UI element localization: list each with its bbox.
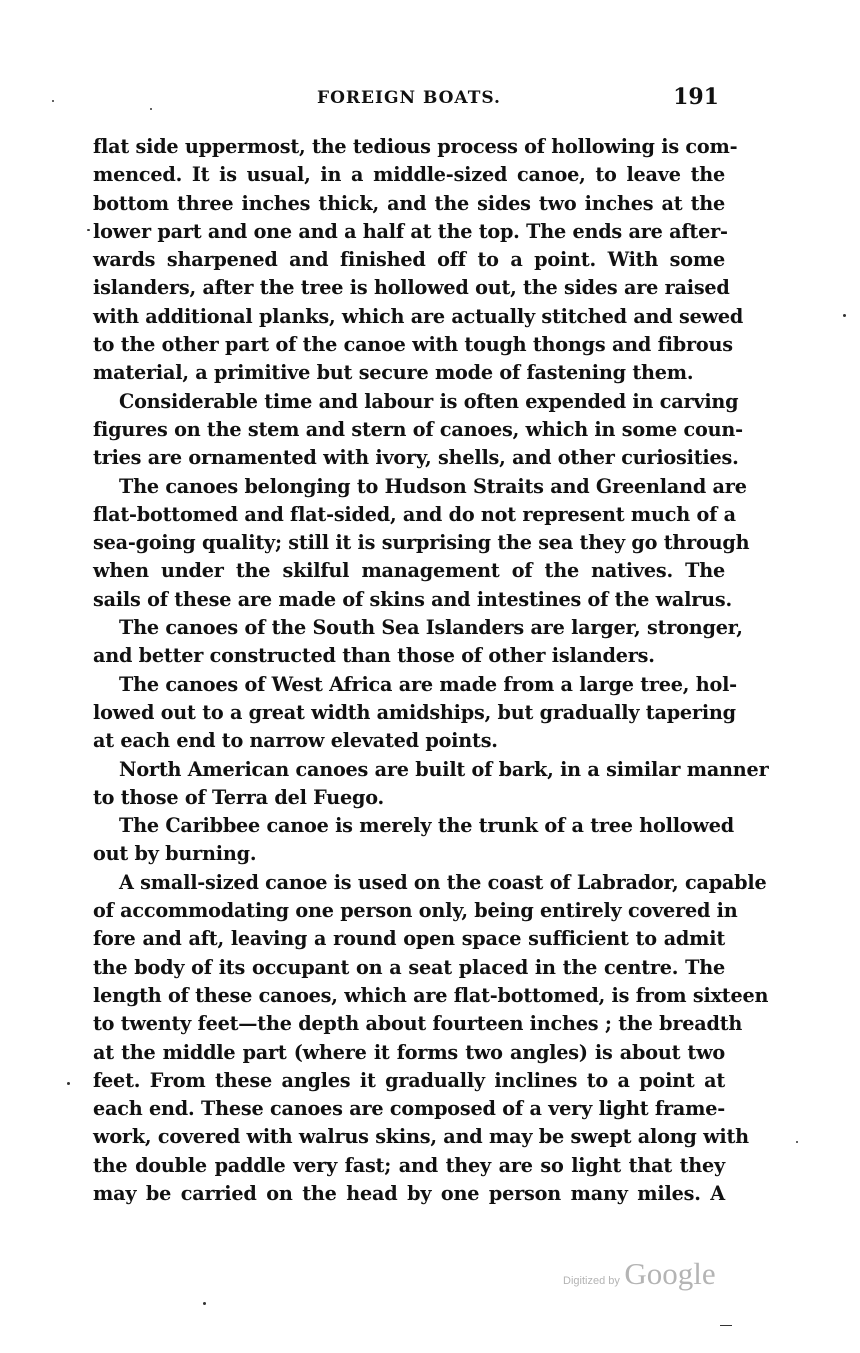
text-line: may be carried on the head by one person many miles. A (93, 1181, 725, 1205)
paragraph (93, 671, 737, 756)
text-line: The canoes of West Africa are made from a large tree, hol- (119, 672, 737, 696)
text-line: each end. These canoes are composed of a very light frame- (93, 1097, 725, 1121)
text-line: The Caribbee canoe is merely the trunk of a tree hollowed (119, 814, 734, 838)
text-line: sails of these are made of skins and intestines of the walrus. (93, 587, 732, 611)
text-line: North American canoes are built of bark, in a similar manner (119, 757, 769, 781)
text-line: bottom three inches thick, and the sides two inches at the (93, 191, 725, 215)
text-line: and better constructed than those of other islanders. (93, 644, 655, 668)
scan-mark (720, 1325, 732, 1326)
body-text (93, 133, 769, 1208)
text-line: sea-going quality; still it is surprising the sea they go through (93, 531, 750, 555)
scan-speck (796, 1141, 798, 1143)
scan-speck (843, 314, 846, 317)
text-line: the double paddle very fast; and they are so light that they (93, 1153, 725, 1177)
text-line: at the middle part (where it forms two angles) is about two (93, 1040, 725, 1064)
scan-speck (87, 229, 90, 231)
text-line: length of these canoes, which are flat-bottomed, is from sixteen (93, 983, 769, 1007)
text-line: the body of its occupant on a seat placed in the centre. The (93, 955, 725, 979)
running-title: FOREIGN BOATS. (317, 88, 501, 108)
text-line: of accommodating one person only, being entirely covered in (93, 899, 738, 923)
watermark-prefix: Digitized by (563, 1275, 620, 1287)
text-line: with additional planks, which are actually stitched and sewed (93, 304, 744, 328)
scan-speck (67, 1082, 70, 1085)
paragraph (93, 756, 769, 813)
text-line: A small-sized canoe is used on the coast of Labrador, capable (119, 870, 767, 894)
paragraph (93, 614, 743, 671)
text-line: to twenty feet—the depth about fourteen inches ; the breadth (93, 1012, 743, 1036)
text-line: when under the skilful management of the natives. The (93, 559, 725, 583)
text-line: to the other part of the canoe with tough thongs and fibrous (93, 333, 733, 357)
text-line: menced. It is usual, in a middle-sized canoe, to leave the (93, 163, 725, 187)
text-line: feet. From these angles it gradually inclines to a point at (93, 1068, 725, 1092)
digitized-by-google-watermark (563, 1256, 716, 1292)
paragraph (93, 473, 750, 614)
text-line: out by burning. (93, 842, 257, 866)
text-line: tries are ornamented with ivory, shells, and other curiosities. (93, 446, 739, 470)
paragraph (93, 869, 769, 1209)
text-line: material, a primitive but secure mode of fastening them. (93, 361, 694, 385)
text-line: flat-bottomed and flat-sided, and do not represent much of a (93, 502, 736, 526)
watermark-brand: Google (624, 1256, 716, 1291)
text-line: wards sharpened and finished off to a point. With some (93, 248, 725, 272)
scan-speck (150, 108, 152, 110)
text-line: lower part and one and a half at the top. The ends are after- (93, 219, 728, 243)
paragraph (93, 812, 734, 869)
text-line: to those of Terra del Fuego. (93, 785, 384, 809)
text-line: islanders, after the tree is hollowed out, the sides are raised (93, 276, 730, 300)
paragraph (93, 388, 743, 473)
text-line: work, covered with walrus skins, and may be swept along with (93, 1125, 749, 1149)
page-number: 191 (673, 84, 719, 110)
paragraph (93, 133, 744, 388)
text-line: Considerable time and labour is often expended in carving (119, 389, 739, 413)
text-line: lowed out to a great width amidships, but gradually tapering (93, 700, 736, 724)
page-header (93, 84, 725, 114)
text-line: at each end to narrow elevated points. (93, 729, 498, 753)
text-line: flat side uppermost, the tedious process of hollowing is com- (93, 135, 738, 158)
scan-speck (203, 1302, 206, 1305)
text-line: The canoes of the South Sea Islanders are larger, stronger, (119, 616, 743, 640)
text-line: figures on the stem and stern of canoes, which in some coun- (93, 417, 743, 441)
text-line: fore and aft, leaving a round open space sufficient to admit (93, 927, 725, 951)
scan-speck (52, 100, 54, 102)
text-line: The canoes belonging to Hudson Straits and Greenland are (119, 474, 747, 498)
